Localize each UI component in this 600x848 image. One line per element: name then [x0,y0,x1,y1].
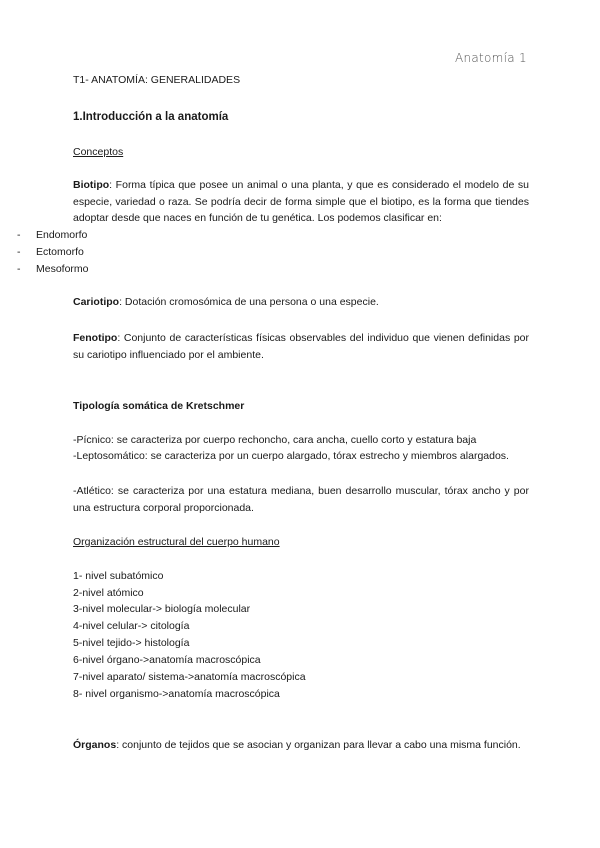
conceptos-heading: Conceptos [73,146,124,158]
level-item: 3-nivel molecular-> biología molecular [73,603,251,615]
level-item: 8- nivel organismo->anatomía macroscópica [73,688,280,700]
kretschmer-leptosomatico: -Leptosomático: se caracteriza por un cuerpo alargado, tórax estrecho y miembros alargados. [73,450,509,462]
list-item-text: Mesoformo [36,263,89,275]
biotipo-paragraph [73,177,529,227]
list-dash: - [17,246,21,258]
level-item: 5-nivel tejido-> histología [73,637,190,649]
organos-paragraph [73,737,529,754]
level-item: 7-nivel aparato/ sistema->anatomía macroscópica [73,671,306,683]
kretschmer-atletico: -Atlético: se caracteriza por una estatura mediana, buen desarrollo muscular, tórax ancho y por una estructura corporal proporcionada. [73,485,529,514]
organos-text: : conjunto de tejidos que se asocian y organizan para llevar a cabo una misma función. [116,739,521,751]
list-dash: - [17,263,21,275]
level-item: 6-nivel órgano->anatomía macroscópica [73,654,261,666]
level-item: 4-nivel celular-> citología [73,620,190,632]
fenotipo-paragraph [73,330,529,363]
kretschmer-heading: Tipología somática de Kretschmer [73,400,245,412]
cariotipo-term: Cariotipo [73,296,120,308]
level-item: 2-nivel atómico [73,587,144,599]
kretschmer-picnico: -Pícnico: se caracteriza por cuerpo rechoncho, cara ancha, cuello corto y estatura baja [73,434,477,446]
list-dash: - [17,229,21,241]
section-title: 1.Introducción a la anatomía [73,111,229,123]
fenotipo-text: : Conjunto de características físicas observables del individuo que vienen definidas por su cariotipo influenciado por el ambiente. [73,332,529,361]
topic-title: T1- ANATOMÍA: GENERALIDADES [73,74,241,86]
cariotipo-text: : Dotación cromosómica de una persona o una especie. [119,296,379,308]
fenotipo-term: Fenotipo [73,332,118,344]
cariotipo-paragraph [73,294,529,311]
biotipo-term: Biotipo [73,179,110,191]
organizacion-heading: Organización estructural del cuerpo humano [73,536,280,548]
organos-term: Órganos [73,739,117,751]
running-header: Anatomía 1 [454,51,527,65]
biotipo-text: : Forma típica que posee un animal o una planta, y que es considerado el modelo de su especie, variedad o raza. Se podría decir de forma simple que el biotipo, es la forma que tiendes adoptar desde que naces en función de tu genética. Los podemos clasificar en: [73,179,529,224]
list-item-text: Ectomorfo [36,246,84,258]
level-item: 1- nivel subatómico [73,570,164,582]
list-item-text: Endomorfo [36,229,88,241]
